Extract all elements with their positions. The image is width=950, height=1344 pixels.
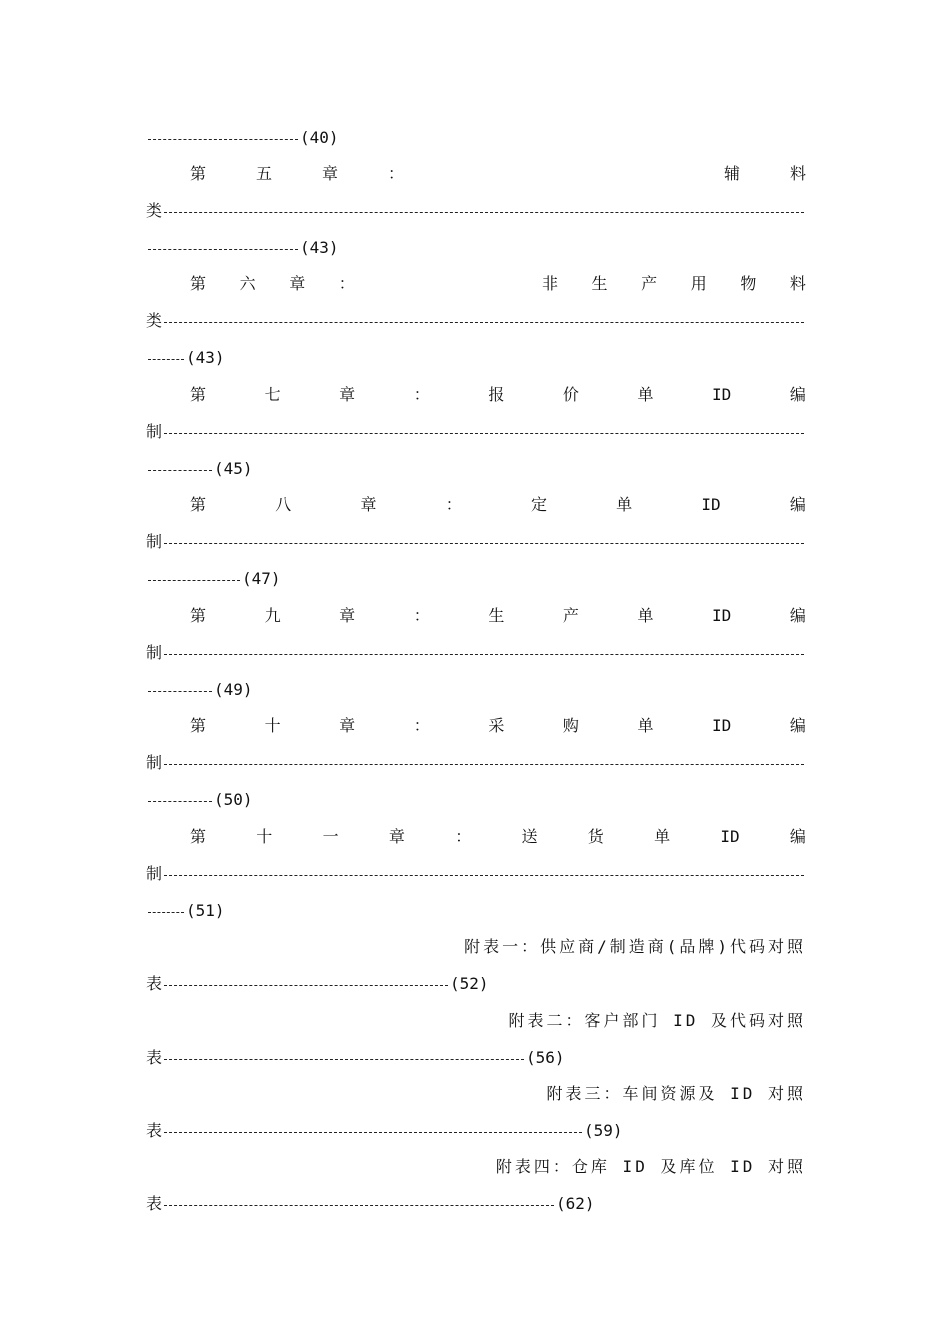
toc-app3-title: 附表三：车间资源及 ID 对照 (546, 1084, 806, 1103)
title-char: 编 (789, 385, 806, 404)
title-char: 单 (637, 385, 654, 404)
page-number: (52) (450, 974, 489, 993)
page-number: (50) (214, 790, 253, 809)
title-char: 五 (256, 164, 273, 183)
title-char: ID (712, 606, 732, 625)
title-char: 章 (388, 827, 405, 846)
title-char: 货 (587, 827, 604, 846)
leader-dashes (164, 1205, 554, 1206)
leader-dashes (148, 359, 184, 360)
title-char: 单 (637, 606, 654, 625)
toc-app1-title: 附表一：供应商/制造商(品牌)代码对照 (464, 937, 806, 956)
leader-dashes (164, 322, 804, 323)
leader-dashes (148, 249, 298, 250)
page-number: (47) (242, 569, 281, 588)
title-char: 九 (264, 606, 281, 625)
title-char: 表 (146, 1121, 163, 1140)
title-char: 第 (190, 164, 207, 183)
toc-app2-title: 附表二：客户部门 ID 及代码对照 (508, 1011, 806, 1030)
leader-dashes (148, 470, 212, 471)
title-char: 非 (541, 274, 558, 293)
title-char: 生 (488, 606, 505, 625)
toc-ch6-page (146, 348, 806, 368)
toc-app4-leader (146, 1194, 806, 1214)
title-char: 产 (641, 274, 658, 293)
title-char: ID (701, 495, 721, 514)
title-char: 定 (530, 495, 547, 514)
title-char: 第 (190, 606, 207, 625)
title-char: ： (455, 827, 472, 846)
title-char: 类 (146, 201, 163, 220)
toc-ch8-leader (146, 532, 806, 552)
toc-ch7-title (146, 385, 806, 405)
toc-ch9-title (146, 606, 806, 626)
toc-ch6-title (146, 274, 806, 294)
leader-dashes (148, 912, 184, 913)
title-char: 章 (289, 274, 306, 293)
page-number: (40) (300, 128, 339, 147)
title-char: 章 (339, 606, 356, 625)
toc-ch5-leader (146, 201, 806, 221)
leader-dashes (164, 985, 448, 986)
title-char: 六 (239, 274, 256, 293)
title-char: 编 (789, 606, 806, 625)
leader-dashes (148, 580, 240, 581)
title-char: 购 (562, 716, 579, 735)
leader-dashes (164, 543, 804, 544)
leader-dashes (164, 875, 804, 876)
title-char: ID (712, 385, 732, 404)
title-char: ： (413, 606, 430, 625)
title-char: 制 (146, 532, 163, 551)
toc-ch11-leader (146, 864, 806, 884)
page-number: (51) (186, 901, 225, 920)
title-char: 制 (146, 643, 163, 662)
page-number: (49) (214, 680, 253, 699)
title-char: 产 (562, 606, 579, 625)
toc-ch4-tail (146, 128, 806, 148)
toc-ch6-leader (146, 311, 806, 331)
title-char: 第 (190, 716, 207, 735)
title-char: ID (712, 716, 732, 735)
toc-ch11-title (146, 827, 806, 847)
toc-ch7-leader (146, 422, 806, 442)
page-number: (56) (526, 1048, 565, 1067)
title-char: 章 (339, 385, 356, 404)
page-number: (43) (300, 238, 339, 257)
toc-ch5-page (146, 238, 806, 258)
title-char: 表 (146, 974, 163, 993)
title-char: 类 (146, 311, 163, 330)
title-char: ： (445, 495, 462, 514)
leader-dashes (148, 139, 298, 140)
leader-dashes (148, 691, 212, 692)
leader-dashes (164, 1132, 582, 1133)
toc-app2-leader (146, 1048, 806, 1068)
title-char: 章 (322, 164, 339, 183)
title-char: 单 (637, 716, 654, 735)
page-number: (62) (556, 1194, 595, 1213)
leader-dashes (164, 212, 804, 213)
page-number: (43) (186, 348, 225, 367)
title-char: 用 (690, 274, 707, 293)
title-char: ： (388, 164, 405, 183)
title-char: 十 (256, 827, 273, 846)
title-char: ： (413, 385, 430, 404)
toc-ch8-page (146, 569, 806, 589)
title-char: 第 (190, 495, 207, 514)
leader-dashes (164, 1059, 524, 1060)
title-char: 辅 (723, 164, 740, 183)
title-char: 制 (146, 753, 163, 772)
toc-ch11-page (146, 901, 806, 921)
toc-ch9-leader (146, 643, 806, 663)
title-char: 制 (146, 422, 163, 441)
page-number: (45) (214, 459, 253, 478)
title-char: 物 (740, 274, 757, 293)
title-char: 编 (789, 716, 806, 735)
leader-dashes (164, 433, 804, 434)
title-char: 第 (190, 274, 207, 293)
leader-dashes (164, 764, 804, 765)
title-char: ： (413, 716, 430, 735)
title-char: 八 (275, 495, 292, 514)
title-char: ： (338, 274, 355, 293)
toc-app1-leader (146, 974, 806, 994)
page-number: (59) (584, 1121, 623, 1140)
title-char: 送 (521, 827, 538, 846)
title-char: 一 (322, 827, 339, 846)
title-char: 七 (264, 385, 281, 404)
title-char: 采 (488, 716, 505, 735)
title-char: 单 (654, 827, 671, 846)
toc-ch10-leader (146, 753, 806, 773)
title-char: 料 (789, 274, 806, 293)
title-char: 第 (190, 827, 207, 846)
toc-ch5-title (146, 164, 806, 184)
title-char: 表 (146, 1048, 163, 1067)
toc-ch8-title (146, 495, 806, 515)
title-char: 章 (360, 495, 377, 514)
title-char: 编 (789, 827, 806, 846)
title-char: 价 (562, 385, 579, 404)
toc-app4-title: 附表四：仓库 ID 及库位 ID 对照 (495, 1157, 806, 1176)
leader-dashes (164, 654, 804, 655)
toc-ch7-page (146, 459, 806, 479)
title-char: 表 (146, 1194, 163, 1213)
leader-dashes (148, 801, 212, 802)
title-char: 报 (488, 385, 505, 404)
title-char: ID (720, 827, 740, 846)
title-char: 单 (616, 495, 633, 514)
toc-ch9-page (146, 680, 806, 700)
title-char: 生 (591, 274, 608, 293)
toc-ch10-title (146, 716, 806, 736)
title-char: 第 (190, 385, 207, 404)
title-char: 料 (789, 164, 806, 183)
toc-ch10-page (146, 790, 806, 810)
title-char: 章 (339, 716, 356, 735)
title-char: 十 (264, 716, 281, 735)
title-char: 制 (146, 864, 163, 883)
title-char: 编 (789, 495, 806, 514)
toc-app3-leader (146, 1121, 806, 1141)
